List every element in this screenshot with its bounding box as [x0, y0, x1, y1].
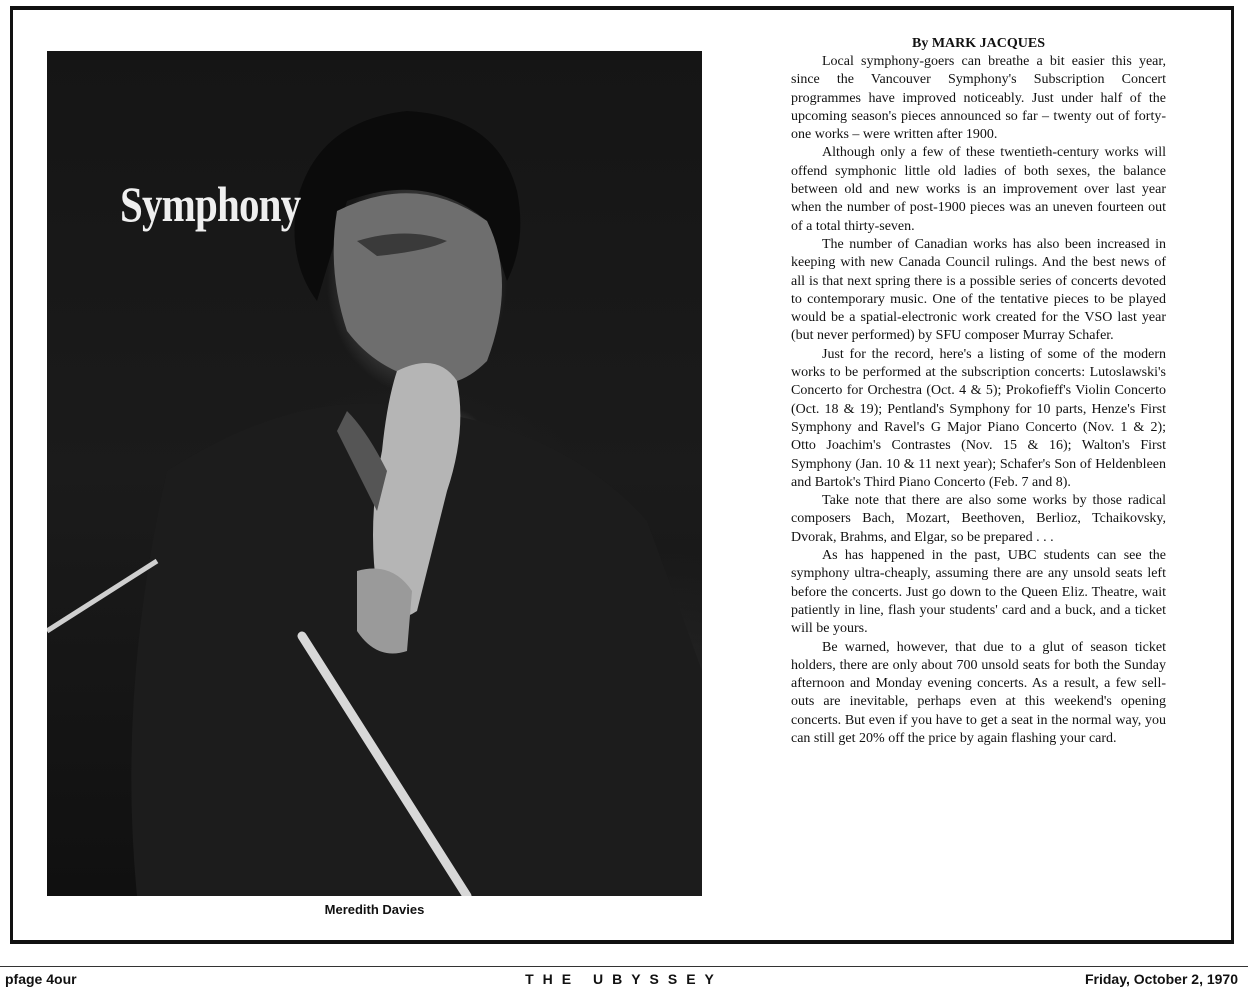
photo-title: Symphony: [120, 176, 301, 232]
article-paragraph: Although only a few of these twentieth-century works will offend symphonic little old ladies of both sexes, the balance between old and new works is an improvement over last year when the number of post-1900 pieces was an uneven fourteen out of a total thirty-seven.: [791, 145, 1166, 234]
byline: By MARK JACQUES: [911, 36, 1045, 51]
photo-caption: Meredith Davies: [324, 902, 425, 917]
article-paragraph: Local symphony-goers can breathe a bit easier this year, since the Vancouver Symphony's Subscription Concert programmes have improved noticeably. Just under half of the upcoming season's pieces announced so far – twenty out of forty-one works – were written after 1900.: [791, 54, 1166, 143]
footer-rule: [0, 966, 1248, 967]
article-paragraph: Just for the record, here's a listing of some of the modern works to be performed at the subscription concerts: Lutoslawski's Concerto for Orchestra (Oct. 4 & 5); Prokofieff's Violin Concerto (Oct. 18 & 19); Pentland's Symphony for 10 parts, Henze's First Symphony and Ravel's G Major Piano Concerto (Nov. 1 & 2); Otto Joachim's Contrastes (Nov. 15 & 16); Walton's First Symphony (Jan. 10 & 11 next year); Schafer's Son of Heldenbleen and Bartok's Third Piano Concerto (Feb. 7 and 8).: [791, 346, 1166, 490]
article-column: [791, 36, 1166, 748]
article-paragraph: Be warned, however, that due to a glut of season ticket holders, there are only about 700 unsold seats for both the Sunday afternoon and Monday evening concerts. As a result, a few sell-outs are inevitable, perhaps even at this weekend's opening concerts. But even if you have to get a seat in the normal way, you can still get 20% off the price by again flashing your card.: [791, 639, 1166, 746]
article-paragraph: The number of Canadian works has also been increased in keeping with new Canada Council rulings. And the best news of all is that next spring there is a possible series of concerts devoted to contemporary music. One of the tentative pieces to be played would be a spatial-electronic work created for the VSO last year (but never performed) by SFU composer Murray Schafer.: [791, 236, 1166, 344]
page-number: pfage 4our: [5, 971, 77, 987]
newspaper-name: THE UBYSSEY: [525, 971, 723, 987]
article-paragraph: As has happened in the past, UBC students can see the symphony ultra-cheaply, assuming there are any unsold seats left before the concerts. Just go down to the Queen Eliz. Theatre, wait patiently in line, flash your students' card and a buck, and a ticket will be yours.: [791, 548, 1166, 637]
article-paragraph: Take note that there are also some works by those radical composers Bach, Mozart, Beethoven, Berlioz, Tchaikovsky, Dvorak, Brahms, and Elgar, so be prepared . . .: [791, 493, 1166, 545]
conductor-photo: [47, 51, 702, 896]
issue-date: Friday, October 2, 1970: [1084, 971, 1238, 987]
